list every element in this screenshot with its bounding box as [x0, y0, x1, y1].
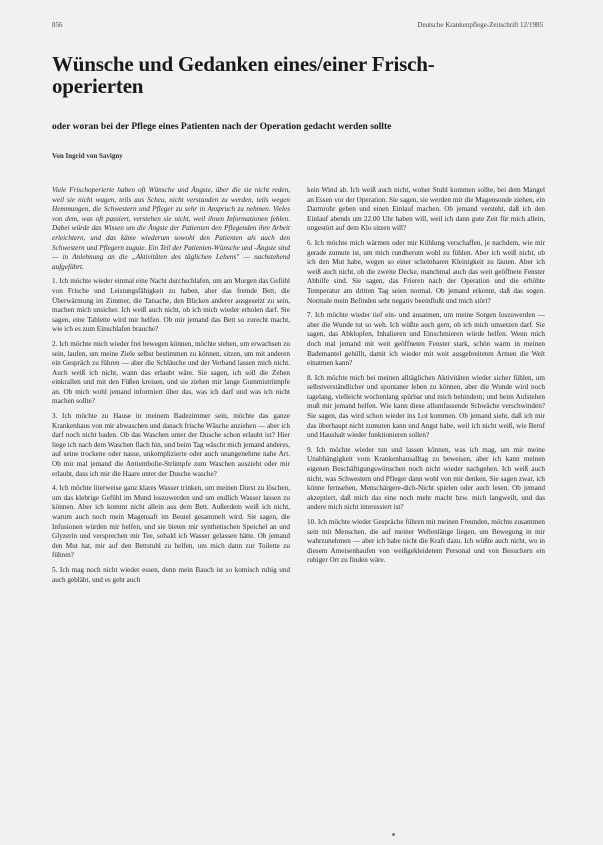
paragraph: 9. Ich möchte wieder tun und lassen können, was ich mag, um mir meine Unabhängigkeit vom Krankenhausalltag zu beweisen, aber ich kann meinen eigenen Beschäftigungswünschen noch nicht wieder nachgehen. Ich weiß auch nicht, was Schwestern und Pfleger dann wohl von mir denken. Sie sagen zwar, ich könne fernsehen, Menschärgere-dich-Nicht spielen oder auch lesen. Ob jemand akzeptiert, daß mich das eine noch mehr macht bzw. mich langweilt, und das andere mich nicht interessiert ist?	[307, 445, 545, 512]
left-column	[52, 186, 290, 590]
journal-name: Deutsche Krankenpflege-Zeitschrift 12/1985	[417, 21, 543, 29]
paragraph: 8. Ich möchte mich bei meinen alltäglichen Aktivitäten wieder sicher fühlen, um selbstverständlicher und spontaner leben zu können, aber die Wunde wird noch tagelang, vielleicht wochenlang spürbar und mich behindern; und beim Aufstehen muß mir jemand helfen. Wie kann diese allumfassende Schwäche verschwinden? Sie sagen, das wird schon wieder ins Lot kommen. Ob jemand sieht, daß ich mir das überhaupt nicht zumuten kann und Angst habe, weil ich nicht weiß, wie Beruf und Haushalt wieder funktionieren sollen?	[307, 373, 545, 440]
paragraph: 6. Ich möchte mich wärmen oder mir Kühlung verschaffen, je nachdem, wie mir gerade zumute ist, um mich rundherum wohl zu fühlen. Aber ich weiß nicht, ob ich den Mut habe, wegen so einer scheinbaren Kleinigkeit zu läuten. Aber ich weiß auch nicht, ob die zweite Decke, manchmal auch das weit geöffnete Fenster Abhilfe sind. Sie sagen, das Frieren nach der Operation und die erhöhte Temperatur am dritten Tag seien normal. Ob jemand erkennt, daß das sogen. Normale mein Befinden sehr negativ beeinflußt und mich stört?	[307, 238, 545, 305]
footer-mark	[392, 833, 395, 836]
title-line-1: Wünsche und Gedanken eines/einer Frisch-	[52, 52, 435, 76]
paragraph: 4. Ich möchte literweise ganz klares Wasser trinken, um meinen Durst zu löschen, um das klebrige Gefühl im Mund loszuwerden und um endlich Wasser lassen zu können. Aber ich kommt nicht allein aus dem Bett. Außerdem weiß ich nicht, warum auch noch mein Magensaft im Beutel gesammelt wird. Sie sagen, die Infusionen würden mir helfen, und sie bieten mir synthetischen Speichel an und Glyzerin und versprechen mir Tee, sobald ich Wasser gelassen hätte. Ob jemand den Mut hat, mir auf den Bettstuhl zu helfen, um mich dann zur Toilette zu führen?	[52, 484, 290, 560]
title-line-2: operierten	[52, 74, 144, 98]
intro-paragraph: Viele Frischoperierte haben oft Wünsche und Ängste, über die sie nicht reden, weil sie nicht wagen, teils aus Scheu, nicht verstanden zu werden, teils wegen Hemmungen, die Schwestern und Pfleger zu sehr in Anspruch zu nehmen. Vieles von dem, was oft passiert, verstehen sie nicht, weil ihnen Informationen fehlen. Dabei würde das Wissen um die Ängste der Patienten den Pflegenden ihre Arbeit erleichtern, und das käme wiederum sowohl den Patienten als auch den Schwestern und Pflegern zugute. Ein Teil der Patienten-Wünsche und -Ängste sind — in Anlehnung an die „Aktivitäten des täglichen Lebens" — nachstehend aufgeführt.	[52, 186, 290, 271]
article-author: Von Ingrid von Savigny	[52, 152, 123, 160]
right-column	[307, 186, 545, 571]
paragraph: kein Wind ab. Ich weiß auch nicht, woher Stuhl kommen sollte, bei dem Mangel an Essen vor der Operation. Sie sagen, sie werden mir die Magensonde ziehen, ein Darmrohr geben und einen Einlauf machen. Ob jemand versteht, daß ich den Einlauf abends um 22.00 Uhr haben will, weil ich dann gute Zeit für mich allein, ungestört auf dem Klo sitzen will?	[307, 186, 545, 233]
paragraph: 10. Ich möchte wieder Gespräche führen mit meinen Freunden, möchte zusammen sein mit Menschen, die auf meiner Wellenlänge liegen, um Bewegung in mir wahrzunehmen — aber ich habe nicht die Kraft dazu. Ich wüßte auch nicht, wo in diesem Ameisenhaufen von weißgekleidetem Personal und von Besuchern ein ruhiger Ort zu finden wäre.	[307, 518, 545, 565]
paragraph: 3. Ich möchte zu Hause in meinem Badezimmer sein, möchte das ganze Krankenhaus von mir abwaschen und danach frische Wäsche anziehen — aber ich darf noch nicht baden. Ob das Waschen unter der Dusche schon erlaubt ist? Hier liege ich nach dem Waschen flach hin, und beim Tag wäscht mich jemand anderes, auf seine trockene oder nasse, unkomplizierte oder auch unangenehme nahe Art. Ob mir mal jemand die Antiembolie-Strümpfe zum Waschen auszieht oder mir erlaubt, dass ich mir die Haare unter der Dusche wasche?	[52, 412, 290, 478]
paragraph: 5. Ich mag noch nicht wieder essen, denn mein Bauch ist so komisch ruhig und auch gebläht, und es geht auch	[52, 565, 290, 584]
paragraph: 2. Ich möchte mich wieder frei bewegen können, möchte stehen, um erwachsen zu sein, laufen, um meine Ziele selbst bestimmen zu können, sitzen, um mit anderen ein Gespräch zu führen — aber die Schläuche und der Verband lassen mich nicht. Auch weiß ich nicht, wann das erlaubt wäre. Sie sagen, ich soll die Zehen einkrallen und mit den Füßen kreisen, und sie ziehen mir lange Gummistrümpfe an. Ob mich wohl jemand informiert über das, was ich darf und was ich nicht machen sollte?	[52, 339, 290, 406]
page-number: 856	[52, 21, 63, 29]
paragraph: 1. Ich möchte wieder einmal eine Nacht durchschlafen, um am Morgen das Gefühl von Frische und Leistungsfähigkeit zu haben, aber das fremde Bett, die Überwärmung im Zimmer, die Tatsache, den Blicken anderer ausgesetzt zu sein, machen mich unsicher. Ich weiß auch nicht, ob ich mich wieder erholen darf. Sie sagen, eine Tablette wird mir helfen. Ob mir jemand das Bett so zurecht macht, wie ich es zum Einschlafen brauche?	[52, 277, 290, 334]
article-title	[52, 53, 552, 97]
paragraph: 7. Ich möchte wieder tief ein- und ausatmen, um meine Sorgen loszuwerden — aber die Wunde tut so weh. Ich wüßte auch gern, ob ich mich umsetzen darf. Sie sagen, das Abklopfen, Inhalieren und Einschmieren würde helfen. Wenn mich doch mal jemand mit weit geöffneten Fenster stark, schön warm in meinen Bademantel gehüllt, damit ich wieder mit weit ausgebreiteten Armen die Welt einatmen kann?	[307, 311, 545, 368]
article-subtitle: oder woran bei der Pflege eines Patienten nach der Operation gedacht werden sollte	[52, 122, 392, 132]
